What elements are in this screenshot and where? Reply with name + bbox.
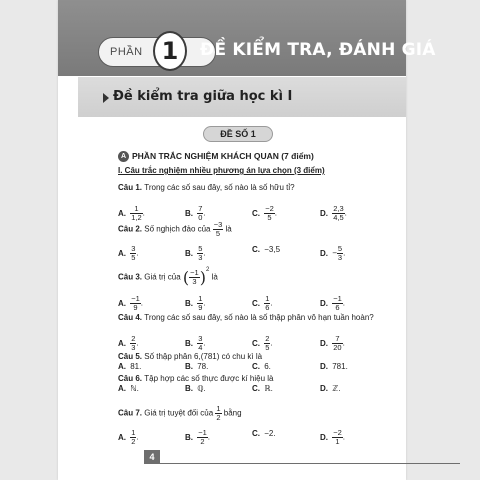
question-text: Số thập phân 6,(781) có chu kì là bbox=[144, 352, 263, 361]
answer-option[interactable] bbox=[185, 362, 208, 371]
question-fraction bbox=[189, 269, 200, 286]
question-label: Câu 2. bbox=[118, 224, 145, 234]
fraction-numerator: −3 bbox=[213, 220, 223, 229]
question-stem bbox=[118, 352, 262, 361]
option-letter: B. bbox=[185, 298, 196, 308]
answer-option[interactable] bbox=[252, 295, 273, 312]
option-period: . bbox=[343, 248, 346, 258]
right-paren: ) bbox=[199, 267, 206, 287]
answer-option[interactable] bbox=[320, 384, 340, 393]
option-text: ℕ. bbox=[130, 384, 139, 393]
answer-option[interactable] bbox=[252, 205, 277, 222]
fraction-denominator: 4,5 bbox=[333, 213, 344, 222]
fraction-denominator: 9 bbox=[133, 303, 138, 312]
question-stem bbox=[118, 313, 374, 322]
page-number: 4 bbox=[144, 450, 160, 464]
option-letter: D. bbox=[320, 338, 331, 348]
answer-option[interactable] bbox=[320, 245, 345, 262]
answer-option[interactable] bbox=[252, 362, 271, 371]
part-number: 1 bbox=[153, 31, 187, 71]
option-letter: D. bbox=[320, 298, 331, 308]
fraction-denominator: 4 bbox=[198, 343, 203, 352]
option-period: . bbox=[270, 298, 273, 308]
answer-option[interactable] bbox=[185, 295, 206, 312]
question-label: Câu 6. bbox=[118, 374, 145, 383]
fraction-denominator: 6 bbox=[335, 303, 340, 312]
fraction-denominator: 5 bbox=[265, 343, 270, 352]
option-period: . bbox=[203, 298, 206, 308]
fraction-denominator: 3 bbox=[337, 253, 343, 262]
option-letter: B. bbox=[185, 362, 196, 371]
option-letter: A. bbox=[118, 298, 129, 308]
answer-option[interactable] bbox=[118, 335, 139, 352]
fraction-denominator: 5 bbox=[267, 213, 272, 222]
option-text: −3,5 bbox=[264, 245, 281, 254]
fraction bbox=[264, 204, 278, 222]
option-text: 81. bbox=[130, 362, 142, 371]
answer-option[interactable] bbox=[185, 245, 206, 262]
answer-option[interactable] bbox=[185, 384, 206, 393]
option-period: . bbox=[342, 432, 346, 442]
fraction-numerator: 5 bbox=[198, 244, 203, 253]
footer-rule bbox=[160, 463, 460, 464]
answer-option[interactable] bbox=[185, 205, 206, 222]
question-label: Câu 1. bbox=[118, 183, 145, 192]
answer-option[interactable] bbox=[185, 335, 206, 352]
option-text: 781. bbox=[332, 362, 348, 371]
option-letter: A. bbox=[118, 432, 129, 442]
option-period: . bbox=[140, 298, 144, 308]
fraction bbox=[130, 294, 144, 312]
option-period: . bbox=[203, 208, 206, 218]
question-text: Số nghịch đảo của bbox=[144, 224, 213, 234]
fraction-numerator: 2 bbox=[265, 334, 270, 343]
answer-option[interactable] bbox=[185, 429, 210, 446]
fraction-denominator: 1,2 bbox=[131, 213, 142, 222]
fraction-numerator: 3 bbox=[131, 244, 136, 253]
answer-option[interactable] bbox=[118, 384, 139, 393]
fraction-numerator: −2 bbox=[333, 428, 342, 437]
option-letter: C. bbox=[252, 362, 263, 371]
option-letter: D. bbox=[320, 362, 331, 371]
fraction-denominator: 3 bbox=[192, 277, 197, 286]
answer-option[interactable] bbox=[118, 429, 139, 446]
fraction bbox=[332, 335, 342, 352]
fraction-denominator: 6 bbox=[265, 303, 270, 312]
answer-option[interactable] bbox=[320, 362, 348, 371]
fraction-denominator: 20 bbox=[333, 343, 342, 352]
answer-option[interactable] bbox=[320, 429, 345, 446]
fraction-numerator: 1 bbox=[265, 294, 270, 303]
fraction-denominator: 2 bbox=[131, 437, 136, 446]
part-title: PHẦN TRẮC NGHIỆM KHÁCH QUAN (7 điểm) bbox=[132, 151, 314, 161]
fraction-numerator: −1 bbox=[198, 428, 207, 437]
question-text: Trong các số sau đây, số nào là số hữu tỉ? bbox=[144, 183, 295, 192]
fraction-denominator: 5 bbox=[131, 253, 136, 262]
option-period: . bbox=[136, 432, 139, 442]
option-period: . bbox=[136, 248, 139, 258]
fraction-denominator: 0 bbox=[198, 213, 203, 222]
option-letter: A. bbox=[118, 384, 129, 393]
option-text: ℝ. bbox=[264, 384, 273, 393]
fraction-numerator: 1 bbox=[198, 294, 203, 303]
fraction-numerator: 3 bbox=[198, 334, 203, 343]
textbook-page bbox=[58, 0, 436, 480]
question-text: Giá trị của bbox=[144, 272, 183, 282]
fraction bbox=[332, 428, 346, 446]
option-text: ℚ. bbox=[197, 384, 206, 393]
fraction-numerator: −1 bbox=[190, 268, 199, 277]
option-letter: B. bbox=[185, 248, 196, 258]
fraction-numerator: 1 bbox=[216, 404, 221, 413]
question-stem bbox=[118, 221, 232, 238]
fraction-denominator: 3 bbox=[198, 253, 203, 262]
left-paren: ( bbox=[182, 267, 190, 287]
answer-option[interactable] bbox=[118, 295, 143, 312]
answer-option[interactable] bbox=[320, 295, 345, 312]
option-letter: C. bbox=[252, 245, 263, 254]
question-stem bbox=[118, 183, 295, 192]
question-text: Trong các số sau đây, số nào là số thập phân vô hạn tuần hoàn? bbox=[144, 313, 374, 322]
option-letter: D. bbox=[320, 248, 331, 258]
part-badge: A bbox=[118, 151, 129, 162]
fraction bbox=[332, 294, 346, 312]
answer-option[interactable] bbox=[252, 384, 273, 393]
question-label: Câu 4. bbox=[118, 313, 145, 322]
question-label: Câu 5. bbox=[118, 352, 145, 361]
option-period: . bbox=[270, 338, 273, 348]
fraction bbox=[130, 205, 142, 222]
option-text: ℤ. bbox=[332, 384, 341, 393]
option-period: . bbox=[342, 298, 346, 308]
answer-option[interactable] bbox=[320, 205, 347, 222]
question-text: Giá trị tuyệt đối của bbox=[144, 408, 216, 418]
option-letter: A. bbox=[118, 338, 129, 348]
option-letter: D. bbox=[320, 432, 331, 442]
question-label: Câu 3. bbox=[118, 272, 145, 282]
fraction bbox=[332, 205, 344, 222]
option-letter: B. bbox=[185, 432, 196, 442]
option-period: . bbox=[344, 208, 347, 218]
option-letter: A. bbox=[118, 248, 129, 258]
fraction-numerator: 2,3 bbox=[333, 204, 344, 213]
answer-option[interactable] bbox=[118, 362, 141, 371]
fraction-numerator: 7 bbox=[332, 335, 342, 344]
answer-option[interactable] bbox=[252, 335, 273, 352]
fraction-numerator: 7 bbox=[198, 204, 203, 213]
option-period: . bbox=[136, 338, 139, 348]
part-label: PHẦN bbox=[110, 46, 143, 58]
option-letter: C. bbox=[252, 384, 263, 393]
answer-option[interactable] bbox=[118, 245, 139, 262]
option-text: −2. bbox=[264, 429, 276, 438]
question-suffix: là bbox=[209, 272, 218, 282]
exam-title: ĐỀ SỐ 1 bbox=[203, 126, 273, 142]
option-text: 6. bbox=[264, 362, 271, 371]
question-fraction bbox=[213, 221, 224, 238]
option-period: . bbox=[203, 248, 206, 258]
option-period: . bbox=[207, 432, 211, 442]
answer-option[interactable] bbox=[252, 429, 276, 438]
fraction bbox=[197, 428, 211, 446]
option-letter: C. bbox=[252, 208, 263, 218]
fraction-numerator: −1 bbox=[333, 294, 342, 303]
answer-option[interactable] bbox=[320, 335, 345, 352]
fraction-numerator: −1 bbox=[131, 294, 140, 303]
option-letter: C. bbox=[252, 429, 263, 438]
option-letter: D. bbox=[320, 208, 331, 218]
fraction-numerator: 2 bbox=[131, 334, 136, 343]
fraction-denominator: 2 bbox=[200, 437, 205, 446]
chapter-title: ĐỀ KIỂM TRA, ĐÁNH GIÁ bbox=[200, 40, 436, 60]
answer-option[interactable] bbox=[118, 205, 145, 222]
fraction-denominator: 1 bbox=[335, 437, 340, 446]
option-period: . bbox=[142, 208, 145, 218]
fraction-numerator: 5 bbox=[337, 244, 343, 253]
exponent: 2 bbox=[205, 267, 210, 273]
fraction-numerator: −2 bbox=[265, 204, 274, 213]
option-letter: B. bbox=[185, 208, 196, 218]
fraction-denominator: 3 bbox=[131, 343, 136, 352]
option-period: . bbox=[274, 208, 278, 218]
section-title: Đề kiểm tra giữa học kì I bbox=[113, 89, 293, 104]
fraction-numerator: 1 bbox=[130, 205, 142, 214]
option-letter: A. bbox=[118, 208, 129, 218]
option-letter: C. bbox=[252, 338, 263, 348]
question-stem bbox=[118, 269, 218, 286]
subsection-title: I. Câu trắc nghiệm nhiều phương án lựa chọn (3 điểm) bbox=[118, 166, 325, 175]
question-suffix: bằng bbox=[221, 408, 242, 418]
answer-option[interactable] bbox=[252, 245, 280, 254]
question-suffix: là bbox=[223, 224, 232, 234]
fraction-denominator: 5 bbox=[215, 229, 221, 238]
option-letter: A. bbox=[118, 362, 129, 371]
question-text: Tập hợp các số thực được kí hiệu là bbox=[144, 374, 274, 383]
fraction-denominator: 2 bbox=[216, 413, 221, 422]
option-letter: D. bbox=[320, 384, 331, 393]
option-letter: C. bbox=[252, 298, 263, 308]
question-stem bbox=[118, 405, 242, 422]
option-letter: B. bbox=[185, 338, 196, 348]
triangle-bullet-icon bbox=[103, 93, 109, 103]
question-stem bbox=[118, 374, 274, 383]
option-text: 78. bbox=[197, 362, 209, 371]
option-period: . bbox=[203, 338, 206, 348]
fraction-numerator: 1 bbox=[131, 428, 136, 437]
question-label: Câu 7. bbox=[118, 408, 145, 418]
option-letter: B. bbox=[185, 384, 196, 393]
option-sign: − bbox=[332, 248, 337, 258]
option-period: . bbox=[342, 338, 345, 348]
fraction-denominator: 9 bbox=[198, 303, 203, 312]
